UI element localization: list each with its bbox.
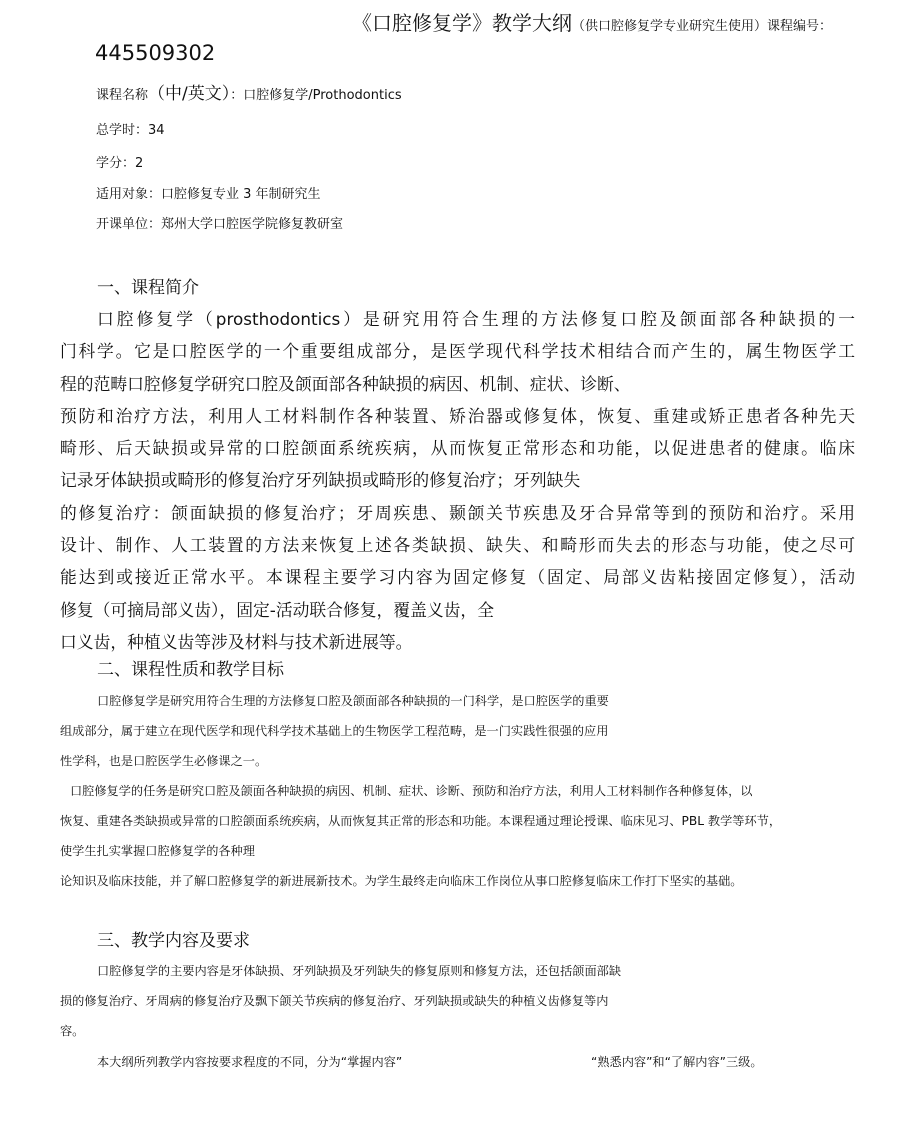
course-name-lang: （中/英文） xyxy=(148,84,231,104)
section1-line: 程的范畴口腔修复学研究口腔及颌面部各种缺损的病因、机制、症状、诊断、 xyxy=(60,373,631,394)
total-hours: 总学时：34 xyxy=(96,123,165,138)
section1-line: 能达到或接近正常水平。本课程主要学习内容为固定修复（固定、局部义齿粘接固定修复），活动 xyxy=(60,567,855,588)
section2-p1-line: 性学科，也是口腔医学生必修课之一。 xyxy=(60,754,268,768)
audience: 适用对象：口腔修复专业 3 年制研究生 xyxy=(96,187,321,202)
section1-line: 口义齿，种植义齿等涉及材料与技术新进展等。 xyxy=(60,631,413,652)
section3-p2-right: “熟悉内容”和“了解内容”三级。 xyxy=(591,1055,763,1069)
section3-p1-line: 损的修复治疗、牙周病的修复治疗及飘下颌关节疾病的修复治疗、牙列缺损或缺失的种植义齿修复等内 xyxy=(60,994,609,1008)
section1-line: 预防和治疗方法，利用人工材料制作各种装置、矫治器或修复体，恢复、重建或矫正患者各种先天 xyxy=(60,405,855,426)
section3-p2-left: 本大纲所列教学内容按要求程度的不同，分为“掌握内容” xyxy=(97,1055,403,1069)
course-name-prefix: 课程名称 xyxy=(96,88,149,103)
section2-p1-line: 组成部分，属于建立在现代医学和现代科学技术基础上的生物医学工程范畴，是一门实践性很强的应用 xyxy=(60,724,609,738)
section1-line: 畸形、后天缺损或异常的口腔颌面系统疾病，从而恢复正常形态和功能，以促进患者的健康。临床 xyxy=(60,438,855,459)
section2-p2-line: 使学生扎实掌握口腔修复学的各种理 xyxy=(60,844,255,858)
course-code: 445509302 xyxy=(95,41,216,65)
section1-line: 的修复治疗：颌面缺损的修复治疗；牙周疾患、颞颌关节疾患及牙合异常等到的预防和治疗。采用 xyxy=(60,502,855,523)
section2-p2-line: 口腔修复学的任务是研究口腔及颌面各种缺损的病因、机制、症状、诊断、预防和治疗方法，利用人工材料制作各种修复体，以 xyxy=(70,784,753,798)
section3-p1-line: 容。 xyxy=(60,1024,85,1038)
section2-heading: 二、课程性质和教学目标 xyxy=(97,660,284,680)
section1-line: 口腔修复学（prosthodontics）是研究用符合生理的方法修复口腔及颌面部各种缺损的一 xyxy=(97,309,855,329)
section3-heading: 三、教学内容及要求 xyxy=(97,931,250,951)
section3-p1-line: 口腔修复学的主要内容是牙体缺损、牙列缺损及牙列缺失的修复原则和修复方法，还包括颌面部缺 xyxy=(97,964,622,978)
section1-line: 修复（可摘局部义齿），固定-活动联合修复，覆盖义齿，全 xyxy=(60,599,494,620)
section1-paragraph xyxy=(60,303,855,658)
course-name-line xyxy=(96,84,402,106)
document-title xyxy=(352,8,832,42)
course-name-value: ：口腔修复学/Prothodontics xyxy=(230,88,402,103)
section1-line: 门科学。它是口腔医学的一个重要组成部分，是医学现代科学技术相结合而产生的，属生物医学工 xyxy=(60,341,855,362)
section1-heading: 一、课程简介 xyxy=(97,278,199,298)
section1-line: 设计、制作、人工装置的方法来恢复上述各类缺损、缺失、和畸形而失去的形态与功能，使之尽可 xyxy=(60,535,855,556)
section1-line: 记录牙体缺损或畸形的修复治疗牙列缺损或畸形的修复治疗；牙列缺失 xyxy=(60,470,581,491)
title-note: （供口腔修复学专业研究生使用）课程编号： xyxy=(572,19,833,34)
title-main: 《口腔修复学》教学大纲 xyxy=(352,11,572,35)
section2-p1-line: 口腔修复学是研究用符合生理的方法修复口腔及颌面部各种缺损的一门科学，是口腔医学的重要 xyxy=(97,694,609,708)
section2-p2-line: 论知识及临床技能，并了解口腔修复学的新进展新技术。为学生最终走向临床工作岗位从事口腔修复临床工作打下坚实的基础。 xyxy=(60,874,743,888)
section2-p2-line: 恢复、重建各类缺损或异常的口腔颌面系统疾病，从而恢复其正常的形态和功能。本课程通过理论授课、临床见习、PBL 教学等环节， xyxy=(60,814,782,828)
credits: 学分：2 xyxy=(96,156,144,171)
department: 开课单位：郑州大学口腔医学院修复教研室 xyxy=(96,217,344,232)
